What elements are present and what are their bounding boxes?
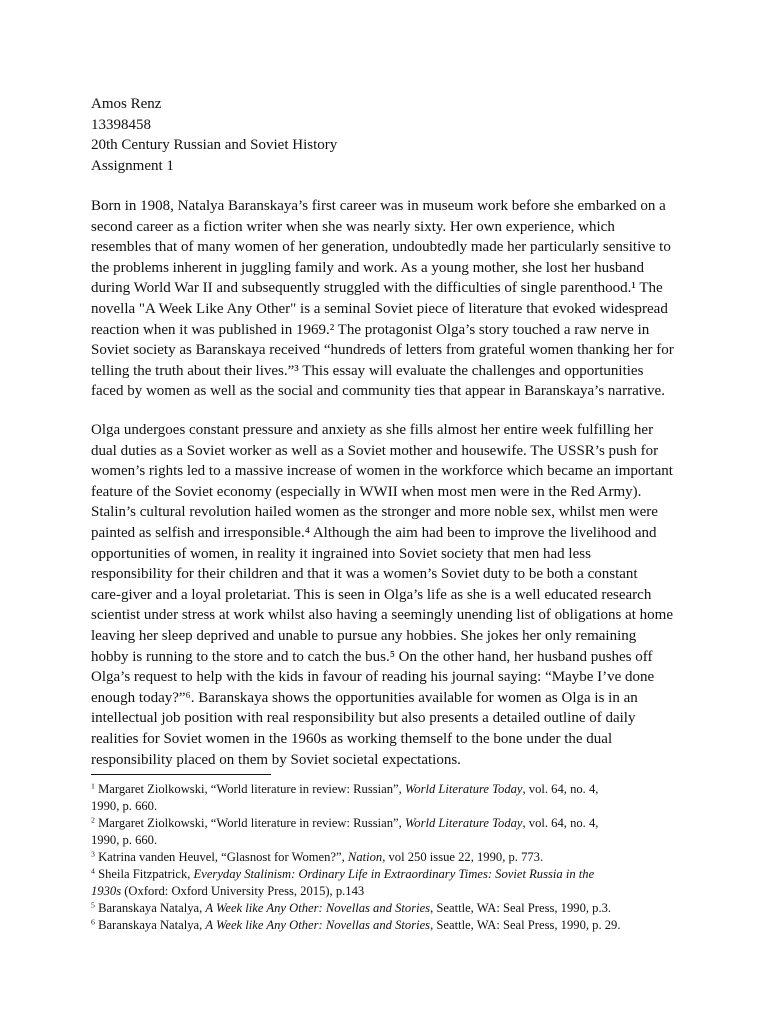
footnote-title: World Literature Today [404, 816, 523, 830]
footnote-text: 1990, p. 660. [91, 799, 158, 813]
paragraph-line: scientist under stress at work whilst also having a seemingly unending list of obligations at home [91, 607, 673, 624]
student-id: 13398458 [91, 116, 151, 133]
footnote-line [91, 900, 691, 917]
paragraph-line: reaction when it was published in 1969.² The protagonist Olga’s story touched a raw nerve in [91, 321, 650, 338]
paragraph-line: dual duties as a Soviet worker as well as a Soviet mother and housewife. The USSR’s push for [91, 442, 659, 459]
paragraph-line: responsibility placed on them by Soviet societal expectations. [91, 751, 461, 768]
paragraph-line: realities for Soviet women in the 1960s as working themself to the bone under the dual [91, 730, 613, 747]
footnote-line [91, 832, 691, 849]
paragraph-line: Soviet society as Baranskaya received “hundreds of letters from grateful women thanking her for [91, 342, 674, 359]
footnote-5 [91, 900, 691, 917]
footnote-number: 2 [91, 815, 95, 825]
footnote-6 [91, 917, 691, 934]
footnote-number: 1 [91, 781, 95, 791]
footnote-text: Sheila Fitzpatrick, [98, 867, 194, 881]
footnote-text: Katrina vanden Heuvel, “Glasnost for Women?”, [98, 850, 348, 864]
footnote-text: 1990, p. 660. [91, 833, 158, 847]
paragraph-line: Stalin’s cultural revolution hailed women as the stronger and more noble sex, whilst men were [91, 504, 658, 521]
footnote-separator [91, 774, 271, 775]
paragraph-line: women’s rights led to a massive increase of women in the workforce which became an important [91, 463, 673, 480]
author-name: Amos Renz [91, 96, 162, 112]
footnote-line [91, 798, 691, 815]
paragraph-line: novella "A Week Like Any Other" is a seminal Soviet piece of literature that evoked widespread [91, 300, 668, 317]
footnote-line [91, 781, 691, 798]
paragraph-2 [91, 420, 681, 770]
footnote-text: Baranskaya Natalya, [98, 918, 206, 932]
footnote-text: vol 250 issue 22, 1990, p. 773. [385, 850, 544, 864]
footnote-number: 6 [91, 917, 95, 927]
paragraph-line: leaving her sleep deprived and unable to pursue any hobbies. She jokes her only remaining [91, 627, 637, 644]
footnote-text: , Seattle, WA: Seal Press, 1990, p.3. [430, 901, 612, 915]
footnote-line [91, 849, 691, 866]
paragraph-line: intellectual job position with real responsibility but also presents a detailed outline of daily [91, 710, 636, 727]
footnote-2 [91, 815, 691, 849]
document-header [91, 94, 337, 176]
paragraph-1 [91, 196, 681, 402]
footnote-line [91, 883, 691, 900]
footnote-title: Everyday Stalinism: Ordinary Life in Extraordinary Times: Soviet Russia in the [193, 867, 595, 881]
footnote-text: , vol. 64, no. 4, [522, 816, 599, 830]
footnote-line [91, 917, 691, 934]
footnote-number: 5 [91, 900, 95, 910]
paragraph-line: care-giver and a loyal proletariat. This is seen in Olga’s life as she is a well educated research [91, 586, 652, 603]
footnote-line [91, 815, 691, 832]
paragraph-line: Born in 1908, Natalya Baranskaya’s first career was in museum work before she embarked on a [91, 198, 666, 214]
footnote-4 [91, 866, 691, 900]
course-title: 20th Century Russian and Soviet History [91, 137, 338, 153]
paragraph-line: faced by women as well as the social and community ties that appear in Baranskaya’s narrative. [91, 383, 665, 400]
footnote-text: Margaret Ziolkowski, “World literature in review: Russian”, [98, 816, 405, 830]
footnote-number: 4 [91, 866, 95, 876]
footnote-3 [91, 849, 691, 866]
footnote-text: , Seattle, WA: Seal Press, 1990, p. 29. [430, 918, 621, 932]
footnote-title: World Literature Today [404, 782, 523, 796]
footnote-text: (Oxford: Oxford University Press, 2015), p.143 [121, 884, 365, 898]
paragraph-line: second career as a fiction writer when she was nearly sixty. Her own experience, which [91, 218, 615, 235]
paragraph-line: the problems inherent in juggling family and work. As a young mother, she lost her husband [91, 259, 645, 276]
footnote-title: 1930s [91, 884, 122, 898]
paragraph-line: feature of the Soviet economy (especially in WWII when most men were in the Red Army). [91, 483, 642, 500]
footnote-title: Nation, [347, 850, 386, 864]
footnote-1 [91, 781, 691, 815]
footnote-title: A Week like Any Other: Novellas and Stories [205, 901, 431, 915]
footnote-number: 3 [91, 849, 95, 859]
footnote-title: A Week like Any Other: Novellas and Stories [205, 918, 431, 932]
paragraph-line: responsibility for their children and that it was a women’s Soviet duty to be both a constant [91, 566, 638, 583]
footnote-text: Baranskaya Natalya, [98, 901, 206, 915]
paragraph-line: resembles that of many women of her generation, undoubtedly made her particularly sensitive to [91, 239, 671, 256]
footnote-line [91, 866, 691, 883]
paragraph-line: opportunities of women, in reality it ingrained into Soviet society that men had less [91, 545, 591, 562]
paragraph-line: enough today?”⁶. Baranskaya shows the opportunities available for women as Olga is in an [91, 689, 638, 706]
paragraph-line: telling the truth about their lives.”³ This essay will evaluate the challenges and opportunities [91, 362, 644, 379]
paragraph-line: during World War II and subsequently struggled with the difficulties of single parenthood.¹ The [91, 280, 663, 297]
paragraph-line: Olga’s request to help with the kids in favour of reading his journal saying: “Maybe I’ve done [91, 669, 655, 686]
assignment-title: Assignment 1 [91, 157, 174, 174]
footnote-text: Margaret Ziolkowski, “World literature in review: Russian”, [98, 782, 405, 796]
paragraph-line: painted as selfish and irresponsible.⁴ Although the aim had been to improve the livelihood and [91, 524, 657, 541]
footnotes [91, 781, 691, 934]
footnote-text: , vol. 64, no. 4, [522, 782, 599, 796]
paragraph-line: hobby is running to the store and to catch the bus.⁵ On the other hand, her husband pushes off [91, 648, 653, 665]
paragraph-line: Olga undergoes constant pressure and anxiety as she fills almost her entire week fulfilling her [91, 422, 654, 438]
